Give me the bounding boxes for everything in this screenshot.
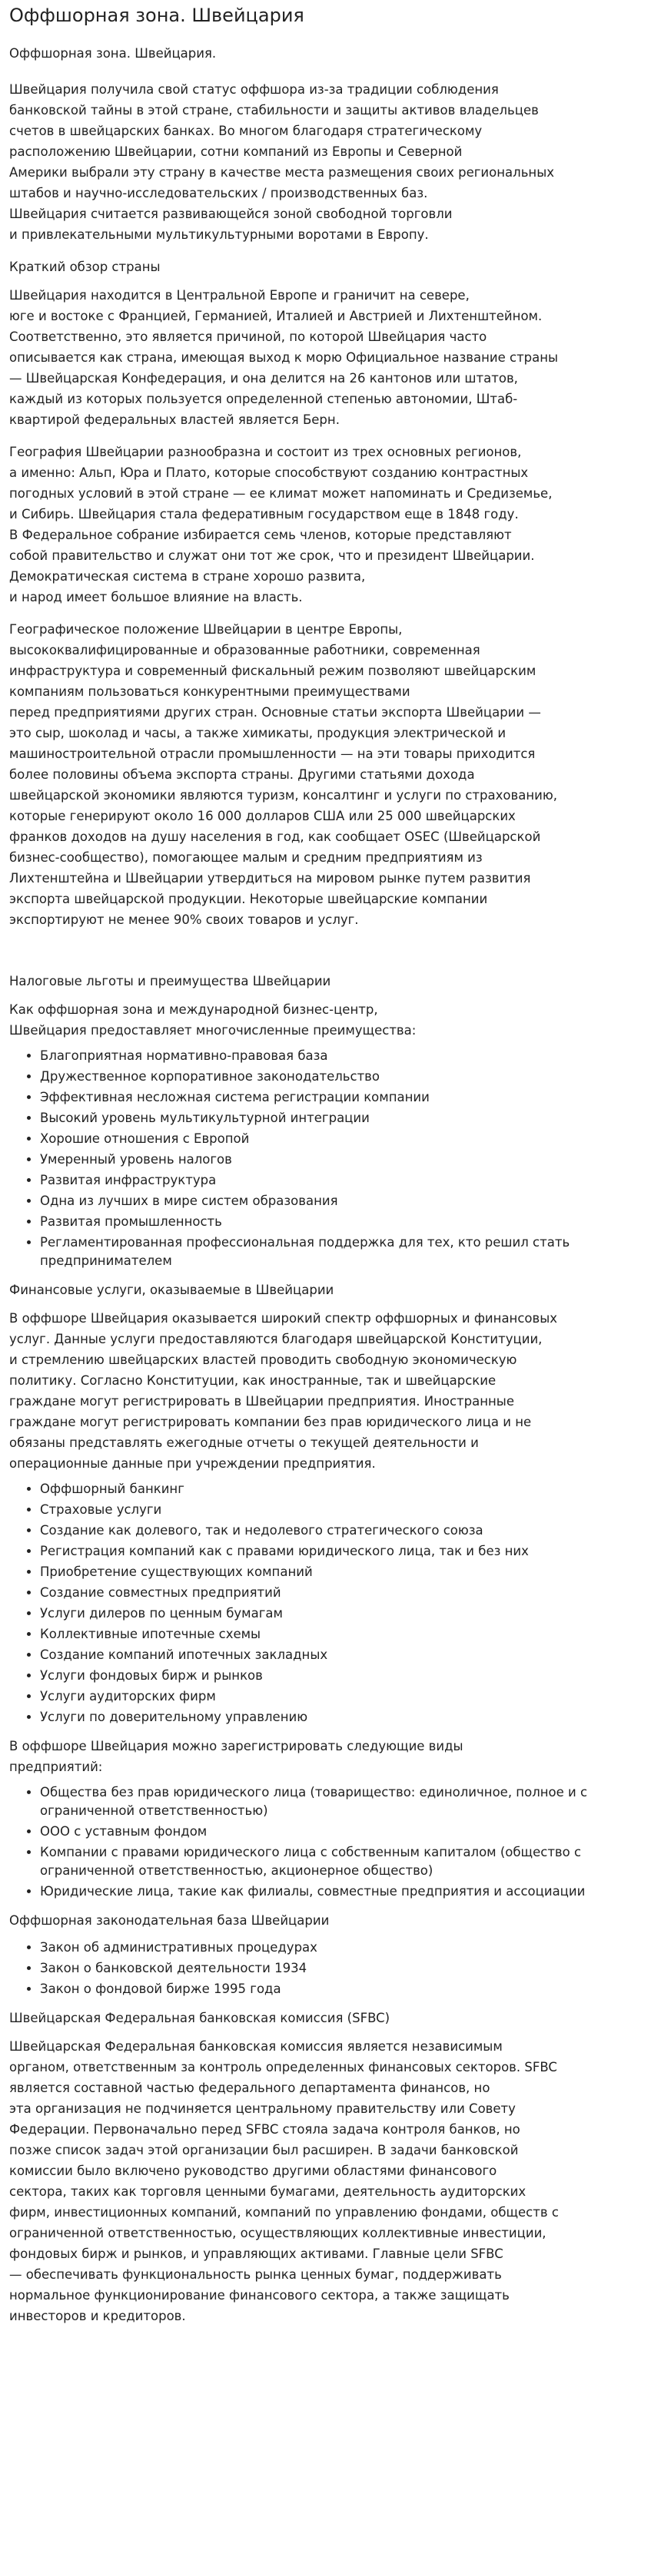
paragraph-line: обязаны представлять ежегодные отчеты о текущей деятельности и [9,1435,479,1450]
list-item: • Развитая инфраструктура [40,1171,642,1190]
list-item: • Умеренный уровень налогов [40,1151,642,1169]
company-types-intro [9,1736,642,1777]
law-heading: Оффшорная законодательная база Швейцарии [9,1913,330,1928]
paragraph-line: В Федеральное собрание избирается семь членов, которые представляют [9,528,512,542]
paragraph-line: и привлекательными мультикультурными воротами в Европу. [9,227,429,242]
list-item: • Приобретение существующих компаний [40,1563,642,1581]
paragraph-line: политику. Согласно Конституции, как иностранные, так и швейцарские [9,1373,497,1388]
paragraph-line: и стремлению швейцарских властей проводить свободную экономическую [9,1353,517,1367]
paragraph-line: Америки выбрали эту страну в качестве места размещения своих региональных [9,165,554,180]
list-item: • Услуги фондовых бирж и рынков [40,1667,642,1685]
overview-paragraph-3 [9,619,642,930]
paragraph-line: экспортируют не менее 90% своих товаров и услуг. [9,912,359,927]
tax-heading: Налоговые льготы и преимущества Швейцарии [9,974,331,988]
list-item: • Хорошие отношения с Европой [40,1130,642,1148]
paragraph-line: юге и востоке с Францией, Германией, Италией и Австрией и Лихтенштейном. [9,309,543,323]
list-item: • Создание компаний ипотечных закладных [40,1646,642,1664]
paragraph-line: Соответственно, это является причиной, по которой Швейцария часто [9,329,487,344]
paragraph-line: инфраструктура и современный фискальный режим позволяют швейцарским [9,664,536,678]
paragraph-line: Лихтенштейна и Швейцарии утвердиться на мировом рынке путем развития [9,871,531,886]
paragraph-line: операционные данные при учреждении предприятия. [9,1456,376,1471]
paragraph-line: это сыр, шоколад и часы, а также химикаты, продукция электрической и [9,726,507,740]
paragraph-line: — Швейцарская Конфедерация, и она делится на 26 кантонов или штатов, [9,371,518,386]
laws-list [9,1939,642,1998]
intro-paragraph [9,79,642,245]
paragraph-line: Швейцарская Федеральная банковская комиссия является независимым [9,2039,503,2054]
financial-services-paragraph [9,1308,642,1474]
paragraph-line: высококвалифицированные и образованные работники, современная [9,643,480,657]
list-item: • Компании с правами юридического лица с собственным капиталом (общество с ограниченной ответственностью, акционерное общество) [40,1843,642,1880]
list-item: • Эффективная несложная система регистрации компании [40,1088,642,1107]
subtitle: Оффшорная зона. Швейцария. [9,46,217,61]
list-item: • Регламентированная профессиональная поддержка для тех, кто решил стать предпринимателем [40,1233,642,1270]
list-item: • Закон об административных процедурах [40,1939,642,1957]
list-item: • Одна из лучших в мире систем образования [40,1192,642,1210]
paragraph-line: сектора, таких как торговля ценными бумагами, деятельность аудиторских [9,2184,526,2199]
section-spacer [9,942,642,965]
paragraph-line: компаниям пользоваться конкурентными преимуществами [9,684,410,699]
list-item: • Услуги по доверительному управлению [40,1708,642,1727]
overview-heading: Краткий обзор страны [9,260,161,274]
paragraph-line: бизнес-сообщество), помогающее малым и средним предприятиям из [9,850,483,865]
paragraph-line: собой правительство и служат они тот же срок, что и президент Швейцарии. [9,548,535,563]
paragraph-line: фондовых бирж и рынков, и управляющих активами. Главные цели SFBC [9,2247,503,2261]
paragraph-line: описывается как страна, имеющая выход к морю Официальное название страны [9,350,559,365]
paragraph-line: органом, ответственным за контроль определенных финансовых секторов. SFBC [9,2060,557,2074]
paragraph-line: перед предприятиями других стран. Основные статьи экспорта Швейцарии — [9,705,541,720]
paragraph-line: машиностроительной отрасли промышленности — на эти товары приходится [9,747,536,761]
paragraph-line: Федерации. Первоначально перед SFBC стояла задача контроля банков, но [9,2122,520,2137]
list-item: • Развитая промышленность [40,1213,642,1231]
list-item: • Благоприятная нормативно-правовая база [40,1047,642,1065]
paragraph-line: комиссии было включено руководство другими областями финансового [9,2164,497,2178]
page-title: Оффшорная зона. Швейцария [9,5,304,26]
list-item: • Юридические лица, такие как филиалы, совместные предприятия и ассоциации [40,1882,642,1901]
advantages-list [9,1047,642,1270]
list-item: • Оффшорный банкинг [40,1480,642,1498]
overview-paragraph-2 [9,442,642,608]
paragraph-line: Швейцария предоставляет многочисленные преимущества: [9,1023,417,1038]
paragraph-line: позже список задач этой организации был расширен. В задачи банковской [9,2143,519,2157]
paragraph-line: и Сибирь. Швейцария стала федеративным государством еще в 1848 году. [9,507,519,521]
paragraph-line: инвесторов и кредиторов. [9,2309,186,2323]
sfbc-paragraph [9,2036,642,2326]
paragraph-line: граждане могут регистрировать в Швейцарии предприятия. Иностранные [9,1394,514,1409]
paragraph-line: География Швейцарии разнообразна и состоит из трех основных регионов, [9,445,522,459]
paragraph-line: счетов в швейцарских банках. Во многом благодаря стратегическому [9,124,483,138]
paragraph-line: — обеспечивать функциональность рынка ценных бумаг, поддерживать [9,2267,502,2282]
list-item: • Высокий уровень мультикультурной интеграции [40,1109,642,1127]
paragraph-line: франков доходов на душу населения в год, как сообщает OSEC (Швейцарской [9,829,541,844]
paragraph-line: нормальное функционирование финансового сектора, а также защищать [9,2288,510,2303]
paragraph-line: Географическое положение Швейцарии в центре Европы, [9,622,403,637]
paragraph-line: В оффшоре Швейцария можно зарегистрировать следующие виды [9,1739,463,1753]
overview-paragraph-1 [9,285,642,430]
paragraph-line: штабов и научно-исследовательских / производственных баз. [9,186,428,200]
sfbc-heading: Швейцарская Федеральная банковская комиссия (SFBC) [9,2011,390,2025]
paragraph-line: банковской тайны в этой стране, стабильности и защиты активов владельцев [9,103,539,118]
paragraph-line: Демократическая система в стране хорошо развита, [9,569,366,584]
paragraph-line: В оффшоре Швейцария оказывается широкий спектр оффшорных и финансовых [9,1311,558,1326]
list-item: • Дружественное корпоративное законодательство [40,1068,642,1086]
list-item: • Услуги дилеров по ценным бумагам [40,1604,642,1623]
paragraph-line: швейцарской экономики являются туризм, консалтинг и услуги по страхованию, [9,788,557,803]
list-item: • Коллективные ипотечные схемы [40,1625,642,1644]
paragraph-line: которые генерируют около 16 000 долларов США или 25 000 швейцарских [9,809,516,823]
list-item: • Страховые услуги [40,1501,642,1519]
paragraph-line: а именно: Альп, Юра и Плато, которые способствуют созданию контрастных [9,465,529,480]
paragraph-line: Швейцария считается развивающейся зоной свободной торговли [9,207,453,221]
financial-services-heading: Финансовые услуги, оказываемые в Швейцарии [9,1283,334,1297]
list-item: • ООО с уставным фондом [40,1823,642,1841]
company-types-list [9,1783,642,1901]
list-item: • Закон о банковской деятельности 1934 [40,1959,642,1978]
paragraph-line: расположению Швейцарии, сотни компаний из Европы и Северной [9,144,463,159]
paragraph-line: более половины объема экспорта страны. Другими статьями дохода [9,767,475,782]
list-item: • Закон о фондовой бирже 1995 года [40,1980,642,1998]
paragraph-line: квартирой федеральных властей является Берн. [9,412,340,427]
paragraph-line: Швейцария находится в Центральной Европе и граничит на севере, [9,288,470,303]
paragraph-line: услуг. Данные услуги предоставляются благодаря швейцарской Конституции, [9,1332,543,1346]
paragraph-line: ограниченной ответственностью, осуществляющих коллективные инвестиции, [9,2226,546,2240]
services-list [9,1480,642,1727]
list-item: • Создание совместных предприятий [40,1584,642,1602]
paragraph-line: предприятий: [9,1760,103,1774]
paragraph-line: каждый из которых пользуется определенной степенью автономии, Штаб- [9,392,518,406]
paragraph-line: граждане могут регистрировать компании без прав юридического лица и не [9,1415,532,1429]
tax-intro-paragraph [9,999,642,1041]
paragraph-line: Как оффшорная зона и международной бизнес-центр, [9,1002,378,1017]
paragraph-line: эта организация не подчиняется центральному правительству или Совету [9,2101,516,2116]
paragraph-line: и народ имеет большое влияние на власть. [9,590,303,604]
paragraph-line: является составной частью федерального департамента финансов, но [9,2081,490,2095]
list-item: • Регистрация компаний как с правами юридического лица, так и без них [40,1542,642,1561]
paragraph-line: погодных условий в этой стране — ее климат может напоминать и Средиземье, [9,486,553,501]
list-item: • Общества без прав юридического лица (товарищество: единоличное, полное и с ограниченной ответственностью) [40,1783,642,1820]
paragraph-line: экспорта швейцарской продукции. Некоторые швейцарские компании [9,892,488,906]
paragraph-line: Швейцария получила свой статус оффшора из-за традиции соблюдения [9,82,499,97]
list-item: • Услуги аудиторских фирм [40,1687,642,1706]
list-item: • Создание как долевого, так и недолевого стратегического союза [40,1521,642,1540]
paragraph-line: фирм, инвестиционных компаний, компаний по управлению фондами, обществ с [9,2205,559,2220]
